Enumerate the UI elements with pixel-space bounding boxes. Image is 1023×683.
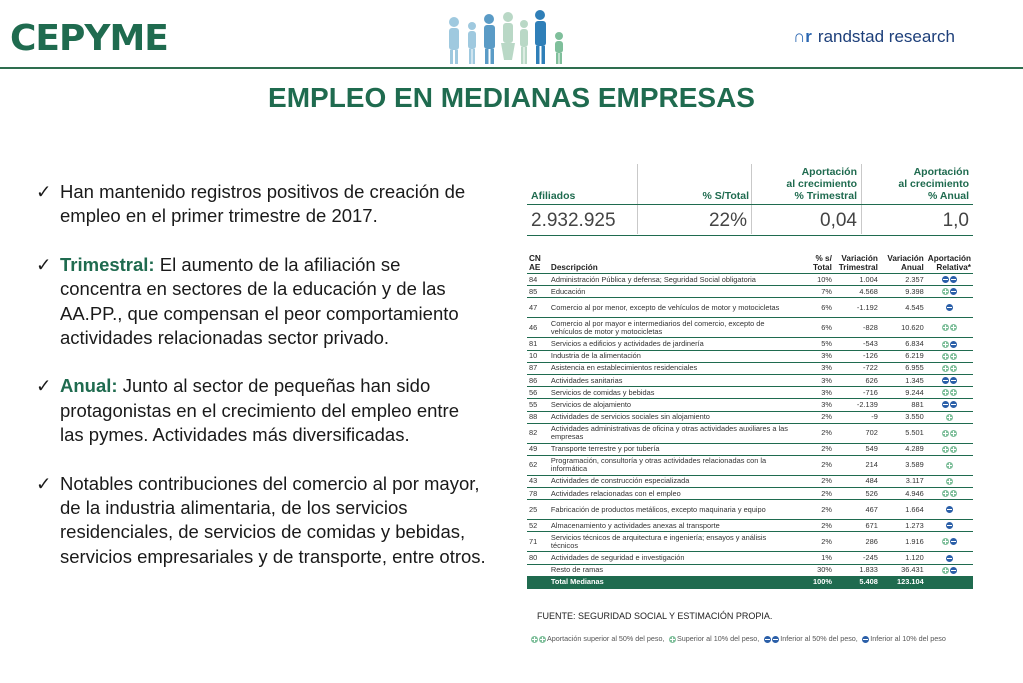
checkmark-icon: ✓ [36, 375, 52, 397]
rest-row [527, 564, 973, 576]
cnae-cell [527, 576, 549, 589]
minus-circle-icon [950, 567, 957, 574]
description-cell: Actividades de construcción especializada [549, 475, 794, 487]
description-cell: Actividades de servicios sociales sin alojamiento [549, 411, 794, 423]
summary-trimestral-value: 0,04 [820, 210, 857, 231]
summary-header-line: Aportación [801, 166, 857, 178]
summary-header-line: al crecimiento [786, 178, 857, 190]
pct-cell: 3% [794, 374, 834, 386]
summary-header-afiliados: Afiliados [531, 190, 576, 202]
aportacion-icons-cell [926, 286, 973, 298]
legend-text: Aportación superior al 50% del peso, [547, 634, 665, 643]
summary-header-trimestral [786, 166, 857, 202]
bullet-list [36, 180, 486, 593]
aportacion-icons-cell [926, 475, 973, 487]
summary-header-line: al crecimiento [898, 178, 969, 190]
table-row [527, 274, 973, 286]
pct-cell: 100% [794, 576, 834, 589]
trimestral-cell: 702 [834, 423, 880, 443]
aportacion-icons-cell [926, 455, 973, 475]
summary-afiliados-value: 2.932.925 [531, 210, 616, 231]
randstad-mark-icon: ∩r [793, 27, 812, 46]
plus-circle-icon [942, 490, 949, 497]
plus-circle-icon [539, 636, 546, 643]
anual-cell: 3.117 [880, 475, 926, 487]
cnae-cell [527, 564, 549, 576]
bullet-text: El aumento de la afiliación se concentra en sectores de la educación y de las AA.PP., que compensan el peor comportamiento actividades relacionadas sector privado. [60, 253, 459, 349]
table-row [527, 423, 973, 443]
aportacion-icons-cell [926, 564, 973, 576]
pct-cell: 2% [794, 443, 834, 455]
trimestral-cell: -245 [834, 552, 880, 564]
cnae-cell: 80 [527, 552, 549, 564]
anual-cell: 2.357 [880, 274, 926, 286]
table-row [527, 399, 973, 411]
header-descripcion: Descripción [549, 253, 794, 274]
minus-circle-icon [862, 636, 869, 643]
icon-legend [530, 634, 950, 643]
aportacion-icons-cell [926, 411, 973, 423]
summary-pct-value: 22% [708, 210, 747, 231]
summary-anual-value: 1,0 [942, 210, 969, 231]
cnae-cell: 52 [527, 520, 549, 532]
minus-circle-icon [946, 522, 953, 529]
anual-cell: 6.834 [880, 338, 926, 350]
summary-table [527, 164, 973, 236]
cnae-cell: 86 [527, 374, 549, 386]
table-row [527, 455, 973, 475]
cnae-cell: 56 [527, 387, 549, 399]
plus-circle-icon [950, 490, 957, 497]
table-row [527, 374, 973, 386]
plus-circle-icon [942, 446, 949, 453]
aportacion-icons-cell [926, 387, 973, 399]
anual-cell: 3.589 [880, 455, 926, 475]
cnae-cell: 55 [527, 399, 549, 411]
minus-circle-icon [950, 538, 957, 545]
pct-cell: 2% [794, 455, 834, 475]
description-cell: Comercio al por mayor e intermediarios del comercio, excepto de vehículos de motor y motocicletas [549, 318, 794, 338]
table-row [527, 362, 973, 374]
aportacion-icons-cell [926, 362, 973, 374]
description-cell: Educación [549, 286, 794, 298]
pct-cell: 6% [794, 318, 834, 338]
table-row [527, 532, 973, 552]
pct-cell: 10% [794, 274, 834, 286]
table-row [527, 500, 973, 520]
cepyme-logo: CEPYME [10, 18, 168, 59]
aportacion-icons-cell [926, 318, 973, 338]
table-row [527, 443, 973, 455]
bullet-text: Han mantenido registros positivos de creación de empleo en el primer trimestre de 2017. [60, 181, 466, 227]
header-divider [0, 67, 1023, 69]
trimestral-cell: 549 [834, 443, 880, 455]
plus-circle-icon [942, 430, 949, 437]
table-row [527, 298, 973, 318]
bullet-highlight: Anual: [60, 375, 118, 397]
minus-circle-icon [950, 377, 957, 384]
minus-circle-icon [946, 506, 953, 513]
plus-circle-icon [942, 365, 949, 372]
table-row [527, 350, 973, 362]
anual-cell: 4.946 [880, 488, 926, 500]
aportacion-icons-cell [926, 274, 973, 286]
header-aportacion-relativa: Aportación Relativa* [926, 253, 973, 274]
plus-circle-icon [942, 538, 949, 545]
anual-cell: 123.104 [880, 576, 926, 589]
aportacion-icons-cell [926, 532, 973, 552]
anual-cell: 9.398 [880, 286, 926, 298]
anual-cell: 4.545 [880, 298, 926, 318]
trimestral-cell: -543 [834, 338, 880, 350]
anual-cell: 1.273 [880, 520, 926, 532]
plus-circle-icon [950, 365, 957, 372]
pct-cell: 2% [794, 500, 834, 520]
bullet-item [36, 253, 486, 351]
plus-circle-icon [950, 353, 957, 360]
bullet-item [36, 472, 486, 570]
pct-cell: 3% [794, 387, 834, 399]
plus-circle-icon [942, 353, 949, 360]
trimestral-cell: -1.192 [834, 298, 880, 318]
minus-circle-icon [946, 555, 953, 562]
checkmark-icon: ✓ [36, 181, 52, 202]
trimestral-cell: -828 [834, 318, 880, 338]
pct-cell: 2% [794, 532, 834, 552]
pct-cell: 7% [794, 286, 834, 298]
cnae-cell: 47 [527, 298, 549, 318]
cnae-cell: 78 [527, 488, 549, 500]
cnae-cell: 84 [527, 274, 549, 286]
cnae-cell: 46 [527, 318, 549, 338]
pct-cell: 2% [794, 475, 834, 487]
aportacion-icons-cell [926, 423, 973, 443]
randstad-research-logo [793, 27, 955, 47]
aportacion-icons-cell [926, 443, 973, 455]
cnae-cell: 82 [527, 423, 549, 443]
pct-cell: 5% [794, 338, 834, 350]
trimestral-cell: 5.408 [834, 576, 880, 589]
plus-circle-icon [942, 389, 949, 396]
cnae-cell: 25 [527, 500, 549, 520]
trimestral-cell: 4.568 [834, 286, 880, 298]
cnae-cell: 62 [527, 455, 549, 475]
bullet-item [36, 374, 486, 447]
anual-cell: 6.219 [880, 350, 926, 362]
trimestral-cell: 484 [834, 475, 880, 487]
description-cell: Resto de ramas [550, 565, 604, 575]
description-cell: Transporte terrestre y por tubería [549, 443, 794, 455]
table-row [527, 475, 973, 487]
source-note: FUENTE: SEGURIDAD SOCIAL Y ESTIMACIÓN PROPIA. [537, 611, 773, 621]
minus-circle-icon [946, 304, 953, 311]
trimestral-cell: 1.833 [859, 565, 878, 575]
table-row [527, 338, 973, 350]
minus-circle-icon [950, 276, 957, 283]
description-cell: Total Medianas [549, 576, 794, 589]
trimestral-cell: 1.004 [834, 274, 880, 286]
sector-header-row [527, 253, 973, 274]
summary-header-anual [898, 166, 969, 202]
legend-text: Inferior al 10% del peso [870, 634, 946, 643]
cnae-cell: 71 [527, 532, 549, 552]
header-pct-total: % s/ Total [794, 253, 834, 274]
table-row [527, 286, 973, 298]
trimestral-cell: -2.139 [834, 399, 880, 411]
aportacion-icons-cell [926, 338, 973, 350]
description-cell: Fabricación de productos metálicos, excepto maquinaria y equipo [549, 500, 794, 520]
aportacion-icons-cell [926, 552, 973, 564]
anual-cell: 1.345 [880, 374, 926, 386]
legend-text: Superior al 10% del peso, [676, 634, 760, 643]
plus-circle-icon [942, 567, 949, 574]
anual-cell: 1.916 [880, 532, 926, 552]
minus-circle-icon [950, 401, 957, 408]
anual-cell: 881 [880, 399, 926, 411]
pct-cell: 2% [794, 520, 834, 532]
minus-circle-icon [942, 276, 949, 283]
description-cell: Servicios de comidas y bebidas [549, 387, 794, 399]
summary-header-row [527, 164, 973, 205]
plus-circle-icon [950, 324, 957, 331]
aportacion-icons-cell [926, 399, 973, 411]
total-row [527, 576, 973, 589]
trimestral-cell: 214 [834, 455, 880, 475]
plus-circle-icon [669, 636, 676, 643]
randstad-logo-text: randstad research [817, 27, 955, 46]
bullet-text: Junto al sector de pequeñas han sido protagonistas en el crecimiento del empleo entre las pymes. Actividades más diversificadas. [60, 375, 460, 446]
summary-value-row [527, 205, 973, 236]
cnae-cell: 85 [527, 286, 549, 298]
plus-circle-icon [946, 462, 953, 469]
anual-cell: 5.501 [880, 423, 926, 443]
minus-circle-icon [764, 636, 771, 643]
description-cell: Administración Pública y defensa; Seguridad Social obligatoria [549, 274, 794, 286]
plus-circle-icon [950, 430, 957, 437]
plus-circle-icon [942, 341, 949, 348]
summary-header-line: Aportación [913, 166, 969, 178]
sector-table [527, 253, 973, 589]
checkmark-icon: ✓ [36, 472, 52, 494]
aportacion-icons-cell [926, 298, 973, 318]
table-row [527, 318, 973, 338]
anual-cell: 4.289 [880, 443, 926, 455]
trimestral-cell: -716 [834, 387, 880, 399]
plus-circle-icon [946, 414, 953, 421]
table-row [527, 411, 973, 423]
trimestral-cell: -126 [834, 350, 880, 362]
table-row [527, 488, 973, 500]
pct-cell: 3% [794, 350, 834, 362]
description-cell: Actividades de seguridad e investigación [549, 552, 794, 564]
bullet-highlight: Trimestral: [60, 253, 155, 275]
table-row [527, 387, 973, 399]
aportacion-icons-cell [926, 576, 973, 589]
anual-cell: 3.550 [880, 411, 926, 423]
description-cell: Asistencia en establecimientos residenciales [549, 362, 794, 374]
description-cell: Industria de la alimentación [549, 350, 794, 362]
header-variacion-anual: Variación Anual [880, 253, 926, 274]
anual-cell: 10.620 [880, 318, 926, 338]
aportacion-icons-cell [926, 520, 973, 532]
summary-header-line: % Anual [927, 190, 969, 202]
trimestral-cell: -9 [834, 411, 880, 423]
cnae-cell: 81 [527, 338, 549, 350]
aportacion-icons-cell [926, 350, 973, 362]
pct-cell: 3% [794, 362, 834, 374]
pct-cell: 2% [794, 488, 834, 500]
plus-circle-icon [950, 389, 957, 396]
header-cnae: CN AE [527, 253, 549, 274]
table-row [527, 520, 973, 532]
plus-circle-icon [946, 478, 953, 485]
minus-circle-icon [942, 377, 949, 384]
pct-cell: 6% [794, 298, 834, 318]
cnae-cell: 10 [527, 350, 549, 362]
description-cell: Comercio al por menor, excepto de vehículos de motor y motocicletas [549, 298, 794, 318]
plus-circle-icon [942, 288, 949, 295]
trimestral-cell: 526 [834, 488, 880, 500]
anual-cell: 6.955 [880, 362, 926, 374]
aportacion-icons-cell [926, 488, 973, 500]
trimestral-cell: 671 [834, 520, 880, 532]
anual-cell: 36.431 [901, 565, 924, 575]
header-variacion-trimestral: Variación Trimestral [834, 253, 880, 274]
anual-cell: 9.244 [880, 387, 926, 399]
plus-circle-icon [942, 324, 949, 331]
bullet-item [36, 180, 486, 229]
aportacion-icons-cell [926, 374, 973, 386]
page-title: EMPLEO EN MEDIANAS EMPRESAS [268, 82, 755, 113]
bullet-text: Notables contribuciones del comercio al por mayor, de la industria alimentaria, de los servicios residenciales, de servicios de comidas y bebidas, servicios empresariales y de transporte, entre otros. [60, 472, 486, 567]
summary-header-pct: % S/Total [702, 190, 749, 202]
pct-cell: 2% [794, 423, 834, 443]
pct-cell: 2% [794, 411, 834, 423]
description-cell: Actividades relacionadas con el empleo [549, 488, 794, 500]
family-illustration-icon [442, 8, 572, 66]
trimestral-cell: -722 [834, 362, 880, 374]
pct-cell: 1% [794, 552, 834, 564]
checkmark-icon: ✓ [36, 253, 52, 275]
cnae-cell: 43 [527, 475, 549, 487]
anual-cell: 1.120 [880, 552, 926, 564]
description-cell: Servicios a edificios y actividades de jardinería [549, 338, 794, 350]
description-cell: Servicios técnicos de arquitectura e ingeniería; ensayos y análisis técnicos [549, 532, 794, 552]
anual-cell: 1.664 [880, 500, 926, 520]
minus-circle-icon [950, 288, 957, 295]
summary-header-line: % Trimestral [794, 190, 857, 202]
table-row [527, 552, 973, 564]
plus-circle-icon [950, 446, 957, 453]
cnae-cell: 49 [527, 443, 549, 455]
description-cell: Actividades sanitarias [549, 374, 794, 386]
plus-circle-icon [531, 636, 538, 643]
description-cell: Almacenamiento y actividades anexas al transporte [549, 520, 794, 532]
description-cell: Actividades administrativas de oficina y otras actividades auxiliares a las empresas [549, 423, 794, 443]
minus-circle-icon [772, 636, 779, 643]
trimestral-cell: 626 [834, 374, 880, 386]
cnae-cell: 87 [527, 362, 549, 374]
legend-text: Inferior al 50% del peso, [780, 634, 858, 643]
description-cell: Programación, consultoría y otras actividades relacionadas con la informática [549, 455, 794, 475]
pct-cell: 3% [794, 399, 834, 411]
pct-cell: 30% [817, 565, 832, 575]
trimestral-cell: 467 [834, 500, 880, 520]
trimestral-cell: 286 [834, 532, 880, 552]
cnae-cell: 88 [527, 411, 549, 423]
description-cell: Servicios de alojamiento [549, 399, 794, 411]
minus-circle-icon [942, 401, 949, 408]
minus-circle-icon [950, 341, 957, 348]
aportacion-icons-cell [926, 500, 973, 520]
